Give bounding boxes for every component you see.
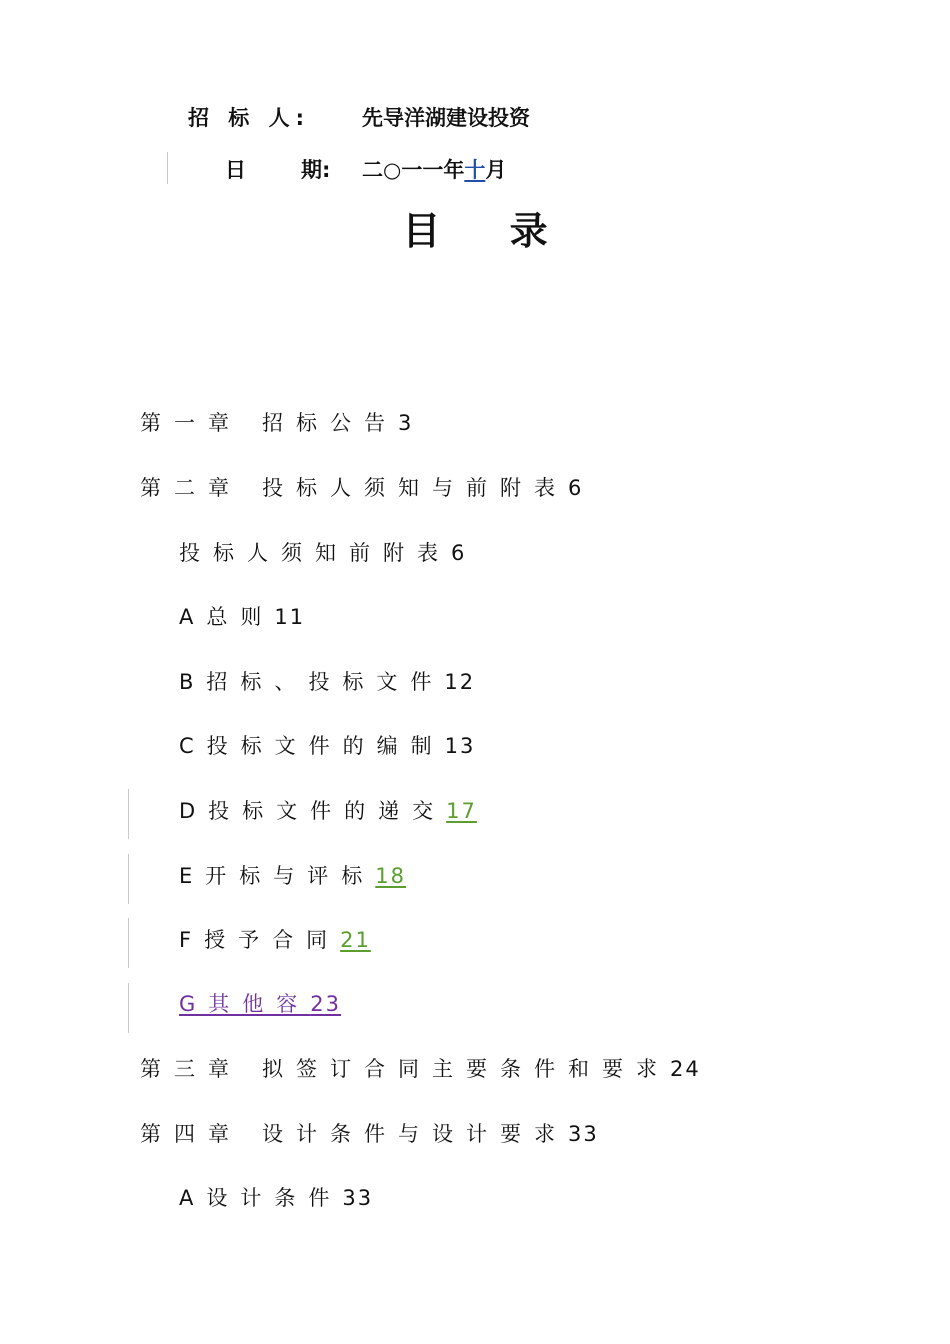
toc-page-number: 12: [444, 670, 476, 694]
toc-entry-title: C投标文件的编制: [179, 734, 445, 758]
toc-entry-title: 投标人须知前附表: [179, 541, 451, 565]
date-label-period: 期:: [301, 158, 331, 182]
change-bar: [128, 983, 129, 1033]
toc-chapter-number: 第二章: [140, 476, 242, 500]
date-value: [362, 158, 506, 182]
toc-page-number: 6: [451, 541, 467, 565]
toc-page-link[interactable]: 21: [340, 928, 371, 952]
toc-chapter-number: 第一章: [140, 411, 242, 435]
toc-entry-title: D投标文件的递交: [179, 799, 447, 823]
toc-entry-title: A总则: [179, 605, 275, 629]
toc-page-link[interactable]: 18: [375, 864, 407, 888]
toc-entry-title: F授予合同: [179, 928, 341, 952]
toc-page-number: 24: [670, 1057, 701, 1081]
toc-entry-a-design-conditions[interactable]: [179, 1183, 373, 1213]
toc-entry-title: 投标人须知与前附表: [262, 476, 568, 500]
date-month-suffix: 月: [485, 158, 507, 182]
toc-entry-f-award[interactable]: [179, 925, 371, 955]
toc-page-link[interactable]: 23: [310, 992, 342, 1016]
toc-entry-title: 拟签订合同主要条件和要求: [262, 1057, 670, 1081]
toc-entry-title: A设计条件: [179, 1186, 343, 1210]
toc-chapter-number: 第四章: [140, 1122, 242, 1146]
toc-entry-title: B招标、投标文件: [179, 670, 445, 694]
toc-page-number: 6: [568, 476, 584, 500]
toc-entry-front-table[interactable]: [179, 538, 466, 568]
toc-entry-a-general[interactable]: [179, 602, 305, 632]
toc-page-number: 13: [444, 734, 476, 758]
toc-chapter-number: 第三章: [140, 1057, 242, 1081]
date-month-number: 十: [464, 158, 486, 182]
tenderer-value: 先导洋湖建设投资: [362, 106, 530, 130]
toc-entry-c-preparation[interactable]: [179, 731, 475, 761]
date-year: 二○一一年: [362, 158, 465, 182]
toc-entry-b-documents[interactable]: [179, 667, 475, 697]
toc-entry-title: 设计条件与设计要求: [262, 1122, 568, 1146]
toc-title: 目 录: [402, 209, 576, 253]
date-label-day: 日: [225, 158, 246, 182]
toc-entry-chapter-4[interactable]: [140, 1119, 599, 1149]
change-bar: [128, 789, 129, 839]
toc-entry-chapter-2[interactable]: [140, 473, 583, 503]
change-bar: [128, 918, 129, 968]
toc-entry-d-submission[interactable]: [179, 796, 477, 826]
toc-entry-chapter-3[interactable]: [140, 1054, 701, 1084]
toc-entry-title: 招标公告: [262, 411, 398, 435]
toc-page-number: 11: [274, 605, 306, 629]
toc-entry-chapter-1[interactable]: [140, 408, 413, 438]
toc-entry-e-opening[interactable]: [179, 861, 406, 891]
toc-page-number: 3: [398, 411, 414, 435]
toc-entry-g-other[interactable]: [179, 989, 341, 1019]
toc-entry-title: E开标与评标: [179, 864, 376, 888]
toc-page-number: 33: [342, 1186, 374, 1210]
toc-page-number: 33: [568, 1122, 599, 1146]
tenderer-label: 招 标 人:: [188, 106, 311, 130]
change-bar: [128, 854, 129, 904]
toc-entry-title: G其他容: [179, 992, 311, 1016]
toc-page-link[interactable]: 17: [446, 799, 477, 823]
change-bar: [167, 152, 168, 184]
